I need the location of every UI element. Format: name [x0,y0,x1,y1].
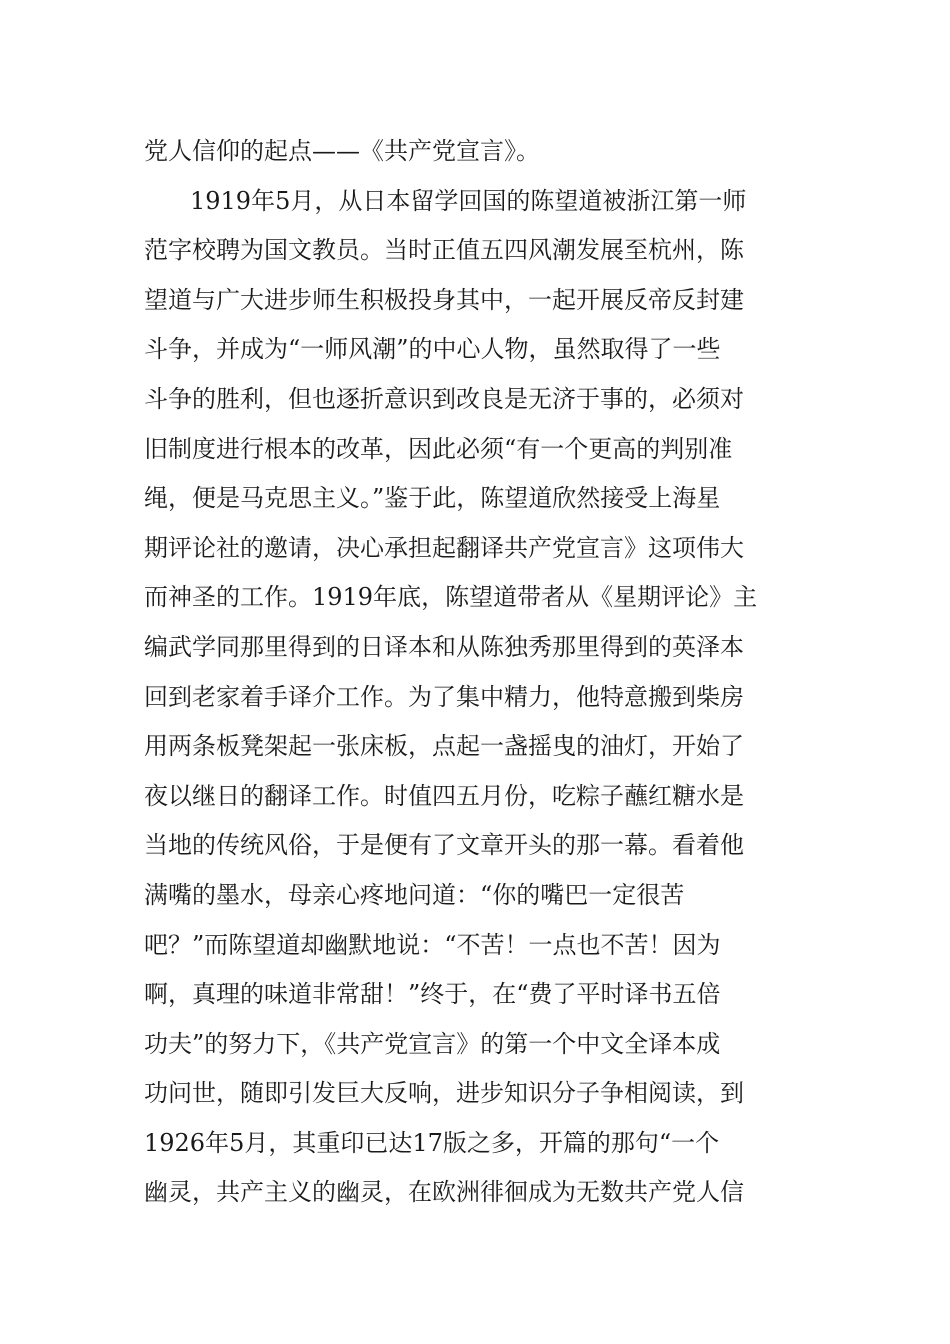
paragraph-first-line: 1919年5月，从日本留学回国的陈望道被浙江第一师 [190,186,747,215]
text-line: 斗争的胜利，但也逐折意识到改良是无济于事的，必须对 [144,384,744,413]
body-text [144,127,814,1218]
text-line: 期评论社的邀请，决心承担起翻译共产党宣言》这项伟大 [144,533,744,562]
text-line: 范字校聘为国文教员。当时正值五四风潮发展至杭州，陈 [144,236,744,265]
text-line: 当地的传统风俗，于是便有了文章开头的那一幕。看着他 [144,831,744,860]
text-line: 啊，真理的味道非常甜！”终于，在“费了平时译书五倍 [144,980,721,1009]
text-line: 夜以继日的翻译工作。时值四五月份，吃粽子蘸红糖水是 [144,781,744,810]
text-line: 吧？”而陈望道却幽默地说：“不苦！一点也不苦！因为 [144,930,721,959]
text-line: 旧制度进行根本的改革，因此必须“有一个更高的判别准 [144,434,733,463]
text-line: 编武学同那里得到的日译本和从陈独秀那里得到的英泽本 [144,632,744,661]
text-line: 用两条板凳架起一张床板，点起一盏摇曳的油灯，开始了 [144,732,744,761]
text-line: 绳，便是马克思主义。”鉴于此，陈望道欣然接受上海星 [144,484,721,513]
text-line: 回到老家着手译介工作。为了集中精力，他特意搬到柴房 [144,682,744,711]
text-line: 斗争，并成为“一师风潮”的中心人物，虽然取得了一些 [144,335,721,364]
text-line: 功问世，随即引发巨大反响，进步知识分子争相阅读，到 [144,1079,744,1108]
text-line: 幽灵，共产主义的幽灵，在欧洲徘徊成为无数共产党人信 [144,1178,744,1207]
text-line: 功夫”的努力下，《共产党宣言》的第一个中文全译本成 [144,1029,721,1058]
text-line: 望道与广大进步师生积极投身其中，一起开展反帝反封建 [144,285,744,314]
text-line: 党人信仰的起点——《共产党宣言》。 [144,137,540,165]
text-line: 满嘴的墨水，母亲心疼地问道：“你的嘴巴一定很苦 [144,880,685,909]
text-line: 而神圣的工作。1919年底，陈望道带者从《星期评论》主 [144,583,758,612]
text-line: 1926年5月，其重印已达17版之多，开篇的那句“一个 [144,1128,720,1157]
